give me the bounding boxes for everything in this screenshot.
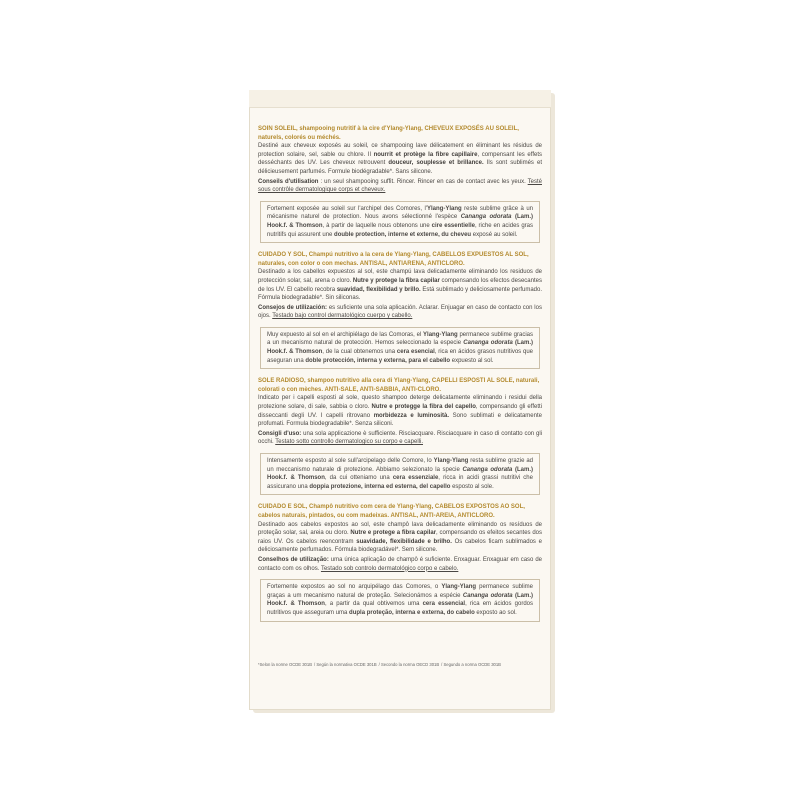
dermatological-test-note: Testato sotto controllo dermatologico su corpo e capelli. <box>275 439 423 446</box>
section-italian <box>258 377 542 495</box>
species-name: Cananga odorata <box>460 214 512 221</box>
usage-text: una sola applicazione è sufficiente. Risciacquare. Risciacquare in caso di contatto con gli occhi. <box>258 430 542 446</box>
usage-advice <box>258 430 542 447</box>
ylang-ylang-info-box <box>260 579 540 621</box>
desc-text: Destiné aux cheveux exposés au soleil, ce shampooing lave délicatement en éliminant les résidus de protection solaire, sel, sable ou chlore. Il <box>258 143 542 158</box>
box-bold: cera esencial <box>396 349 435 356</box>
desc-bold: Nutre e protegge la fibra del capello <box>371 404 476 411</box>
usage-advice <box>258 304 542 321</box>
section-description <box>258 268 542 302</box>
desc-text: , compensando gli effetti disseccanti degli UV. I capelli ritrovano <box>258 404 543 419</box>
desc-text: , compensant les effets desséchants des UV. Les cheveux retrouvent <box>258 151 542 167</box>
footnote-es: / Según la normativa OCDE 301B <box>314 662 377 667</box>
label-text-area <box>258 125 542 630</box>
footnote-fr: *Selon la norme OCDE 301B <box>258 662 312 667</box>
box-text: , rica em ácidos gordos nutritivos que asseguram uma <box>267 601 533 616</box>
box-bold: Ylang-Ylang <box>441 584 477 591</box>
box-text: Fortement exposée au soleil sur l'archipel des Comores, l' <box>267 205 428 212</box>
desc-text: Os cabelos ficam sublimados e deliciosamente perfumados. Fórmula biodegradável*. Sem silicone. <box>258 538 543 554</box>
section-heading: SOIN SOLEIL, shampooing nutritif à la cire d'Ylang-Ylang, CHEVEUX EXPOSÉS AU SOLEIL, naturels, colorés ou méchés. <box>258 126 519 141</box>
usage-advice <box>258 556 542 573</box>
footnote-it: / Secondo la norma OECD 301B <box>378 662 440 667</box>
box-text: exposé au soleil. <box>471 231 518 238</box>
footnote-pt: / Segundo a norma OCDE 301B <box>441 662 501 667</box>
desc-text: , compensando os efeitos secantes dos raios UV. Os cabelos reencontram <box>258 530 543 545</box>
desc-text: compensando los efectos desecantes de los UV. El cabello recobra <box>258 277 542 293</box>
box-text: , riche en acides gras nutritifs qui assurent une <box>267 222 534 238</box>
box-text: , à partir de laquelle nous obtenons une <box>322 222 432 229</box>
desc-text: Sono sublimati e delicatamente profumati. Formula biodegradabile*. Senza siliconi. <box>258 412 542 428</box>
box-text: Muy expuesto al sol en el archipiélago de las Comoras, el <box>267 331 424 338</box>
usage-label: Conseils d'utilisation <box>258 178 319 185</box>
biodegradable-footnote <box>258 662 542 668</box>
box-text: , a partir da qual obtivemos uma <box>324 601 423 608</box>
box-text: , rica en ácidos grasos nutritivos que aseguran una <box>267 349 533 364</box>
desc-bold: nourrit et protège la fibre capillaire <box>373 151 478 158</box>
dermatological-test-note: Testado bajo control dermatológico cuerpo y cabello. <box>272 313 413 320</box>
desc-text: Destinado aos cabelos expostos ao sol, este champô lava delicadamente eliminando os resíduos de proteção solar, sal, areia ou cloro. <box>258 521 542 537</box>
species-name: Cananga odorata <box>462 592 513 599</box>
box-text: Intensamente esposto al sole sull'arcipelago delle Comore, lo <box>267 458 434 464</box>
box-text: expuesto al sol. <box>450 357 494 364</box>
box-text: reste sublime grâce à un mécanisme naturel de protection. Nous avons sélectionné l'espèce <box>267 205 533 221</box>
box-text: , da cui otteniamo una <box>324 475 393 482</box>
section-description <box>258 521 542 555</box>
section-french <box>258 125 542 243</box>
box-text: exposto ao sol. <box>474 609 517 616</box>
box-text: resta sublime grazie ad un meccanismo naturale di protezione. Abbiamo selezionato la specie <box>267 458 533 473</box>
desc-text: Está sublimado y deliciosamente perfumado. Fórmula biodegradable*. Sin siliconas. <box>258 286 542 302</box>
desc-bold: Nutre e protege a fibra capilar <box>350 530 437 537</box>
box-text: esposto al sole. <box>450 483 494 490</box>
desc-bold: suavidade, flexibilidade e brilho. <box>356 538 452 545</box>
ylang-ylang-info-box <box>260 453 540 495</box>
box-top-flap <box>249 90 551 108</box>
box-bold: doppia protezione, interna ed esterna, del capello <box>309 483 451 490</box>
species-name: Cananga odorata <box>463 340 513 347</box>
section-description <box>258 394 542 428</box>
box-bold: double protection, interne et externe, du cheveu <box>334 231 472 238</box>
desc-bold: Nutre y protege la fibra capilar <box>352 277 440 284</box>
box-bold: cire essentielle <box>431 222 475 229</box>
usage-advice <box>258 178 542 195</box>
section-description <box>258 142 542 176</box>
ylang-ylang-info-box <box>260 201 540 243</box>
desc-bold: suavidad, flexibilidad y brillo. <box>336 286 421 293</box>
box-bold: Ylang-Ylang <box>427 205 462 212</box>
species-name: Cananga odorata <box>462 466 513 473</box>
section-heading: CUIDADO E SOL, Champô nutritivo com cera de Ylang-Ylang, CABELOS EXPOSTOS AO SOL, cabelos naturais, pintados, ou com madeixas. ANTISAL, ANTI-AREIA, ANTICLORO. <box>258 504 525 519</box>
desc-bold: douceur, souplesse et brillance. <box>388 160 484 167</box>
box-bold: Ylang-Ylang <box>433 458 469 464</box>
ylang-ylang-info-box <box>260 327 540 369</box>
box-bold: (Lam.) Hook.f. & Thomson <box>267 214 534 229</box>
section-heading: CUIDADO Y SOL, Champú nutritivo a la cera de Ylang-Ylang, CABELLOS EXPUESTOS AL SOL, naturales, con color o con mechas. ANTISAL, ANTIARENA, ANTICLORO. <box>258 252 529 267</box>
box-bold: (Lam.) Hook.f. & Thomson <box>267 466 533 482</box>
box-bold: cera essenziale <box>392 475 439 482</box>
usage-text: : un seul shampooing suffit. Rincer. Rincer en cas de contact avec les yeux. <box>318 178 528 185</box>
desc-text: Ils sont sublimés et délicieusement parfumés. Formule biodégradable*. Sans silicone. <box>258 160 543 175</box>
dermatological-test-note: Testé sous contrôle dermatologique corps et cheveux. <box>258 178 542 194</box>
box-bold: cera essencial <box>422 601 466 608</box>
usage-label: Conselhos de utilização: <box>258 556 329 563</box>
usage-label: Consigli d'uso: <box>258 430 302 437</box>
section-portuguese <box>258 503 542 621</box>
box-bold: Ylang-Ylang <box>423 331 458 338</box>
box-text: permanece sublime gracias a un mecanismo natural de protección. Hemos seleccionado la especie <box>267 331 533 347</box>
usage-label: Consejos de utilización: <box>258 304 328 311</box>
box-text: , de la cual obtenemos una <box>322 349 397 356</box>
box-text: Fortemente expostos ao sol no arquipélago das Comores, o <box>267 584 442 591</box>
box-bold: (Lam.) Hook.f. & Thomson <box>267 592 533 608</box>
usage-text: uma única aplicação de champô é suficiente. Enxaguar. Enxaguar em caso de contacto com os olhos. <box>258 556 542 572</box>
desc-text: Indicato per i capelli esposti al sole, questo shampoo deterge delicatamente eliminando i residui della protezione solare, di sale, sabbia o cloro. <box>258 395 542 411</box>
box-text: permanece sublime graças a um mecanismo natural de proteção. Selecionámos a espécie <box>267 584 534 599</box>
box-bold: dupla proteção, interna e externa, do cabelo <box>349 609 475 616</box>
box-text: , ricca in acidi grassi nutritivi che assicurano una <box>267 475 533 490</box>
dermatological-test-note: Testado sob controlo dermatológico corpo e cabelo. <box>320 565 459 572</box>
desc-bold: morbidezza e luminosità. <box>373 412 450 419</box>
desc-text: Destinado a los cabellos expuestos al sol, este champú lava delicadamente eliminando los residuos de protección solar, sal, arena o cloro. <box>258 269 542 284</box>
section-spanish <box>258 251 542 369</box>
usage-text: es suficiente una sola aplicación. Aclarar. Enjuagar en caso de contacto con los ojos. <box>258 304 542 320</box>
section-heading: SOLE RADIOSO, shampoo nutritivo alla cera di Ylang-Ylang, CAPELLI ESPOSTI AL SOLE, naturali, colorati o con mèches. ANTI-SALE, ANTI-SABBIA, ANTI-CLORO. <box>258 378 540 393</box>
box-bold: doble protección, interna y externa, para el cabello <box>305 357 451 364</box>
box-bold: (Lam.) Hook.f. & Thomson <box>267 340 533 356</box>
